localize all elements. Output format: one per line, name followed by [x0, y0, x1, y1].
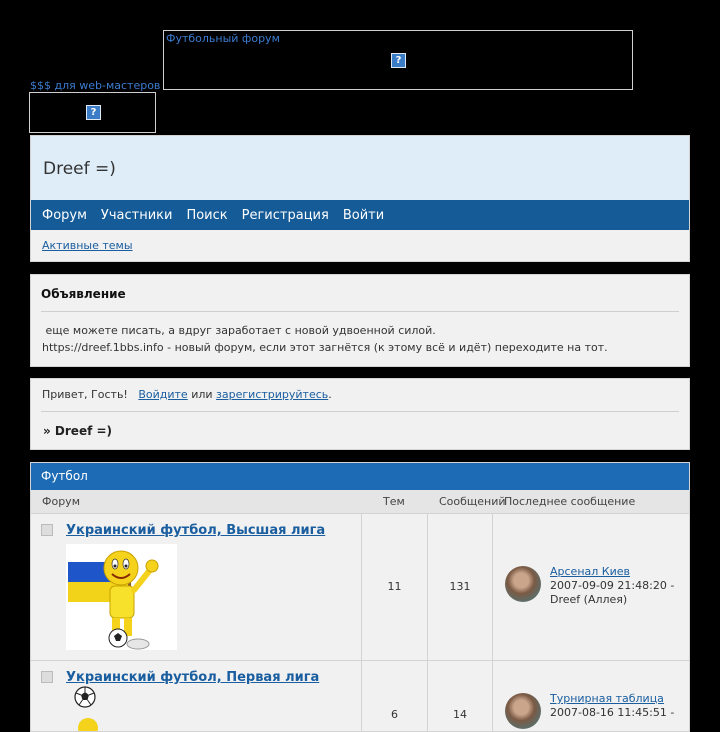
last-post-link[interactable]: Арсенал Киев [550, 565, 630, 578]
last-post-date: 2007-08-16 11:45:51 - [550, 706, 675, 719]
active-topics-link[interactable]: Активные темы [42, 239, 133, 252]
avatar [505, 566, 541, 602]
forum-link[interactable]: Украинский футбол, Первая лига [66, 670, 320, 685]
last-post [550, 565, 674, 607]
welcome-line [31, 379, 689, 411]
login-link[interactable]: Войдите [138, 388, 188, 401]
top-banner[interactable] [163, 30, 633, 90]
col-forum: Форум [42, 495, 80, 508]
col-topics: Тем [383, 495, 405, 508]
main-nav [31, 200, 689, 230]
announcement-line: https://dreef.1bbs.info - новый форум, если этот загнётся (к этому всё и идёт) переходите на тот. [42, 341, 608, 354]
smiley-image [74, 716, 104, 732]
forum-row [31, 514, 689, 661]
avatar [505, 693, 541, 729]
posts-count: 131 [449, 580, 471, 593]
period: . [328, 388, 332, 401]
broken-image-icon: ? [391, 53, 406, 68]
or-text: или [191, 388, 213, 401]
column-headers [31, 490, 689, 514]
forum-status-icon [41, 524, 53, 536]
nav-register[interactable]: Регистрация [241, 207, 329, 223]
football-forum-link[interactable]: Футбольный форум [166, 32, 280, 45]
forum-header [30, 135, 690, 262]
last-post-link[interactable]: Турнирная таблица [550, 692, 664, 705]
announcement-line: еще можете писать, а вдруг заработает с новой удвоенной силой. [42, 324, 436, 337]
forum-status-icon [41, 671, 53, 683]
nav-members[interactable]: Участники [100, 207, 173, 223]
category-football [30, 462, 690, 732]
topics-count: 6 [391, 708, 398, 721]
announcement-heading: Объявление [41, 287, 126, 301]
last-post-author: Dreef (Аллея) [550, 593, 628, 606]
register-link[interactable]: зарегистрируйтесь [216, 388, 329, 401]
left-banner[interactable] [29, 92, 156, 133]
announcement-box [30, 274, 690, 367]
nav-forum[interactable]: Форум [42, 207, 87, 223]
last-post [550, 692, 674, 720]
broken-image-icon: ? [86, 105, 101, 120]
col-last-post: Последнее сообщение [504, 495, 636, 508]
soccer-ball-icon [74, 686, 96, 708]
col-posts: Сообщений [439, 495, 506, 508]
smiley-flag-image [66, 544, 177, 650]
last-post-date: 2007-09-09 21:48:20 - [550, 579, 675, 592]
posts-count: 14 [453, 708, 467, 721]
nav-login[interactable]: Войти [342, 207, 385, 223]
webmasters-link[interactable]: $$$ для web-мастеров [30, 79, 161, 92]
nav-search[interactable]: Поиск [186, 207, 228, 223]
forum-title: Dreef =) [31, 136, 689, 200]
breadcrumb: » Dreef =) [43, 424, 113, 438]
topics-count: 11 [387, 580, 402, 593]
announcement-body [31, 312, 689, 356]
welcome-box [30, 378, 690, 450]
category-title[interactable]: Футбол [31, 463, 689, 490]
forum-row [31, 661, 689, 732]
greeting-text: Привет, Гость! [42, 388, 128, 401]
forum-link[interactable]: Украинский футбол, Высшая лига [66, 523, 326, 538]
